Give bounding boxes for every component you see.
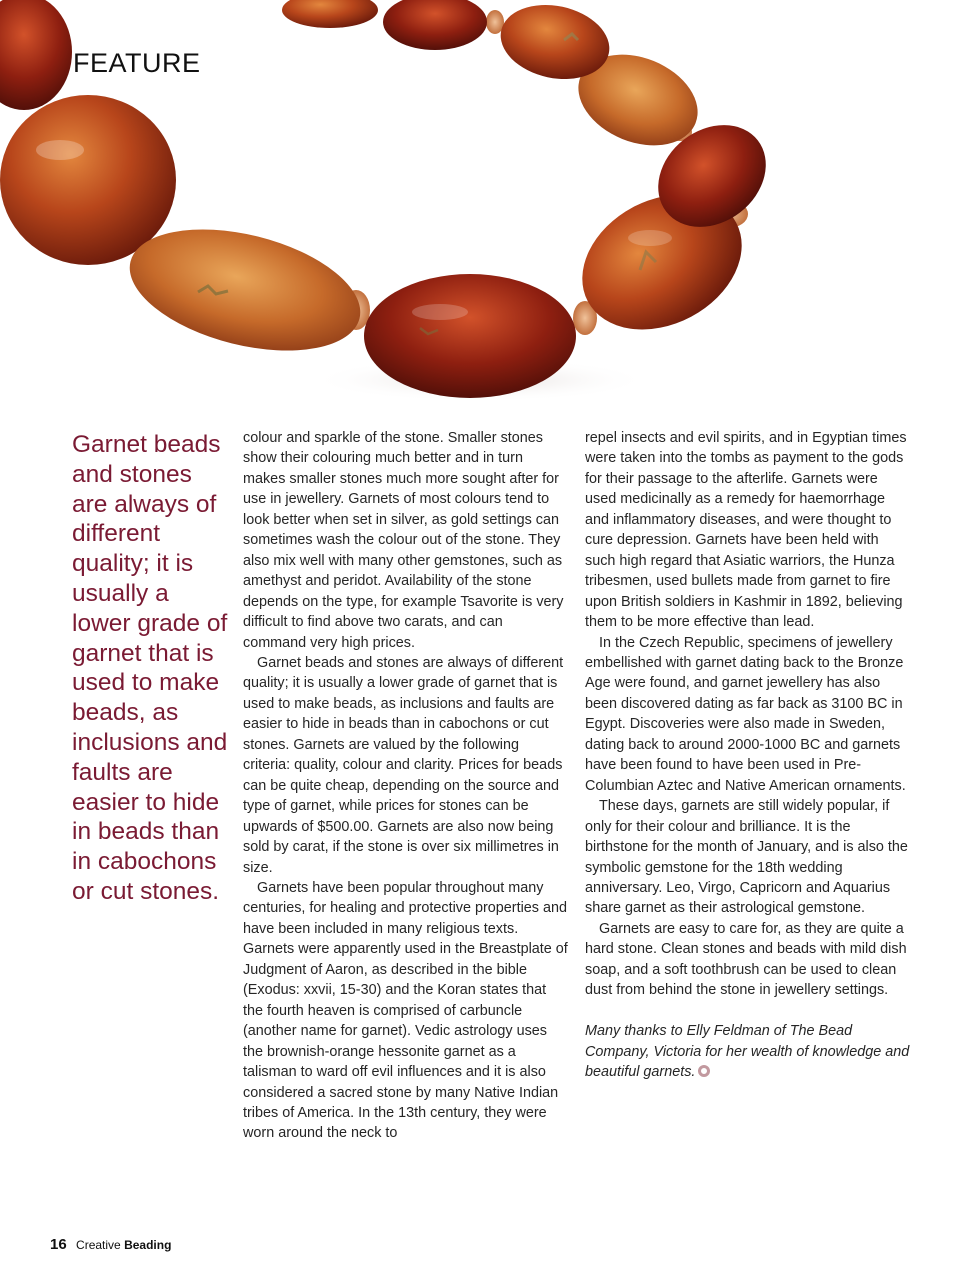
pull-quote: Garnet beads and stones are always of different quality; it is usually a lower grade of garnet that is used to make beads, as inclusions and faults are easier to hide in beads than in cabochons or cut stones. [72,431,228,905]
article-column-2 [585,428,910,1082]
paragraph: repel insects and evil spirits, and in Egyptian times were taken into the tombs as payment to the gods for their passage to the afterlife. Garnets were used medicinally as a remedy for haemorrhage and inflammatory diseases, and were thought to cure depression. Garnets have been held with such high regard that Asiatic warriors, the Hunza tribesmen, used bullets made from garnet to fire upon British soldiers in Kashmir in 1892, believing them to be more effective than lead. [585,430,907,631]
paragraph: In the Czech Republic, specimens of jewellery embellished with garnet dating back to the Bronze Age were found, and garnet jewellery has also been discovered dating as far back as 3100 BC in Egypt. Discoveries were also made in Sweden, dating back to around 2000-1000 BC and garnets have been found to have been used in Pre-Columbian Aztec and Native American ornaments. [585,634,906,794]
paragraph: Garnet beads and stones are always of different quality; it is usually a lower grade of garnet that is used to make beads, as inclusions and faults are easier to hide in beads than in cabochons or cut stones. Garnets are valued by the following criteria: quality, colour and clarity. Prices for beads can be quite cheap, depending on the source and type of garnet, while prices for stones can be upwards of $500.00. Garnets are also now being sold by carat, if the stone is over six millimetres in size. [243,654,564,876]
magazine-name-prefix: Creative [76,1238,121,1252]
section-label: FEATURE [73,48,201,78]
paragraph: Garnets are easy to care for, as they are quite a hard stone. Clean stones and beads with mild dish soap, and a soft toothbrush can be used to clean dust from behind the stone in jewellery settings. [585,920,907,999]
page-number: 16 [50,1236,67,1253]
page-footer [50,1236,171,1253]
acknowledgement-text: Many thanks to Elly Feldman of The Bead Company, Victoria for her wealth of knowledge and beautiful garnets. [585,1023,910,1081]
paragraph: These days, garnets are still widely popular, if only for their colour and brilliance. It is the birthstone for the month of January, and is also the symbolic gemstone for the 18th wedding anniversary. Leo, Virgo, Capricorn and Aquarius share garnet as their astrological gemstone. [585,798,908,917]
paragraph: Garnets have been popular throughout many centuries, for healing and protective properties and have been included in many religious texts. Garnets were apparently used in the Breastplate of Judgment of Aaron, as described in the bible (Exodus: xxvii, 15-30) and the Koran states that the fourth heaven is comprised of carbuncle (another name for garnet). Vedic astrology uses the brownish-orange hessonite garnet as a talisman to ward off evil influences and it is also considered a sacred stone by many Native Indian tribes of America. In the 13th century, they were worn around the neck to [243,879,568,1142]
acknowledgement [585,1021,910,1082]
paragraph: colour and sparkle of the stone. Smaller stones show their colouring much better and in turn makes smaller stones much more sought after for use in jewellery. Garnets of most colours tend to look better when set in silver, as gold settings can sometimes wash the colour out of the stone. They also mix well with many other gemstones, such as amethyst and peridot. Availability of the stone depends on the type, for example Tsavorite is very difficult to find above two carats, and can command very high prices. [243,430,564,651]
magazine-name: Beading [124,1238,172,1252]
end-of-article-icon [698,1065,710,1077]
article-column-1 [243,428,568,1144]
